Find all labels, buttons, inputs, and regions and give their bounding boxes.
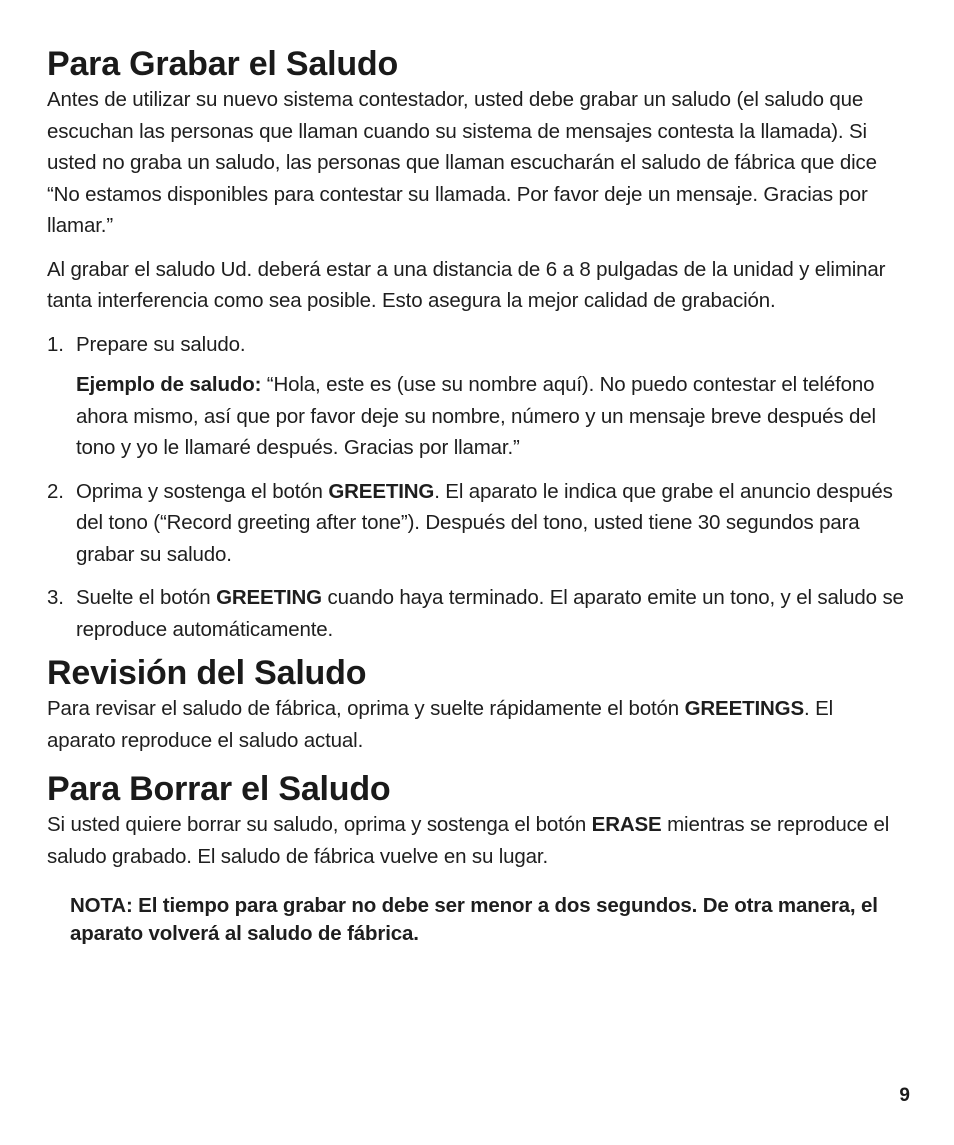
step-item [47, 329, 907, 464]
step-text: Prepare su saludo. [76, 332, 246, 356]
step-text: Oprima y sostenga el botón [76, 479, 329, 503]
intro-paragraph: Antes de utilizar su nuevo sistema contestador, usted debe grabar un saludo (el saludo que escuchan las personas que llaman cuando su sistema de mensajes contesta la llamada). Si usted no graba un saludo, las personas que llaman escucharán el saludo de fábrica que dice “No estamos disponibles para contestar su llamada. Por favor deje un mensaje. Gracias por llamar.” [47, 88, 877, 237]
step-number: 1. [47, 332, 64, 356]
step-number: 2. [47, 479, 64, 503]
page-number: 9 [899, 1085, 910, 1106]
step-number: 3. [47, 586, 64, 609]
example-text: “Hola, este es (use su nombre aquí). No puedo contestar el teléfono ahora mismo, así que por favor deje su nombre, número y un mensaje breve después del tono y yo le llamaré después. Gracias por llamar.” [76, 373, 876, 459]
step-text: . El aparato le indica que grabe el anuncio después del tono (“Record greeting after tone”). Después del tono, usted tiene 30 segundos para grabar su saludo. [76, 479, 893, 566]
button-name-erase: ERASE [591, 813, 662, 836]
step-text: cuando haya terminado. El aparato emite un tono, y el saludo se reproduce automáticamente. [76, 586, 904, 641]
record-steps-list [47, 329, 907, 646]
review-text: . El aparato reproduce el saludo actual. [47, 697, 834, 752]
erase-text: Si usted quiere borrar su saludo, oprima y sostenga el botón [47, 813, 592, 836]
note-text: NOTA: El tiempo para grabar no debe ser menor a dos segundos. De otra manera, el aparato volverá al saludo de fábrica. [70, 894, 878, 945]
erase-text: mientras se reproduce el saludo grabado. El saludo de fábrica vuelve en su lugar. [47, 813, 890, 868]
section-title-review-greeting: Revisión del Saludo [47, 654, 367, 692]
example-greeting [76, 369, 907, 464]
review-text: Para revisar el saludo de fábrica, oprima y suelte rápidamente el botón [47, 697, 685, 720]
review-paragraph [47, 693, 907, 756]
step-item [47, 476, 907, 571]
button-name-greetings: GREETINGS [684, 697, 804, 720]
button-name-greeting: GREETING [328, 479, 435, 503]
example-label: Ejemplo de saludo: [76, 373, 262, 396]
step-text: Suelte el botón [76, 586, 217, 609]
button-name-greeting: GREETING [216, 586, 322, 609]
section-title-erase-greeting: Para Borrar el Saludo [47, 770, 391, 808]
step-item [47, 582, 907, 645]
manual-page-content [47, 44, 907, 948]
section-title-record-greeting: Para Grabar el Saludo [47, 45, 399, 83]
erase-paragraph [47, 809, 907, 872]
distance-paragraph: Al grabar el saludo Ud. deberá estar a una distancia de 6 a 8 pulgadas de la unidad y eliminar tanta interferencia como sea posible. Esto asegura la mejor calidad de grabación. [47, 257, 886, 312]
